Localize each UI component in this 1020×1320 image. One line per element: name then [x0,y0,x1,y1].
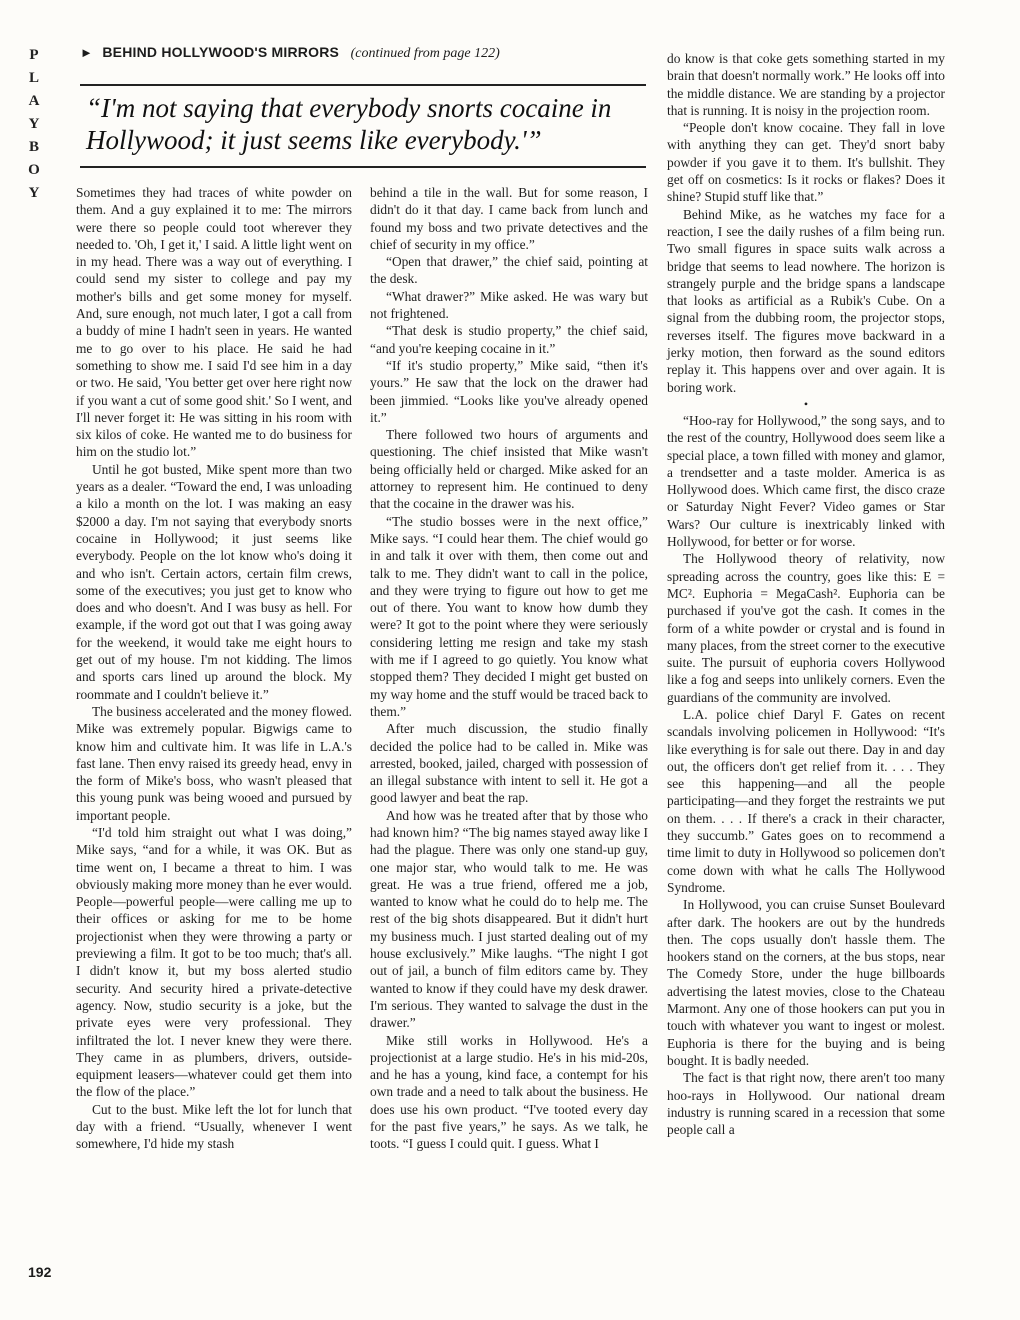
paragraph: And how was he treated after that by those who had known him? “The big names stayed away like I had the plague. There was only one stand-up guy, one major star, who would talk to me. He was great. He was a true friend, offered me a job, wanted to know what he could do to help me. The rest of the big shots disappeared. But it didn't hurt my business much. I just started dealing out of my house exclusively.” Mike laughs. “The night I got out of jail, a bunch of film editors came by. They wanted to know if they could have my desk drawer. I'm serious. They wanted to salvage the dust in the drawer.” [370,807,648,1031]
logo-letter: L [28,70,39,86]
paragraph: The fact is that right now, there aren't too many hoo-rays in Hollywood. Our national dream industry is running scared in a recession that some people call a [667,1070,945,1138]
logo-letter: P [29,47,39,63]
paragraph: Until he got busted, Mike spent more than two years as a dealer. “Toward the end, I was unloading a kilo a month on the lot. I was making an easy $2000 a day. I'm not saying that everybody snorts cocaine in Hollywood; it just seems like everybody. People on the lot know who's doing it and who isn't. Certain actors, certain film crews, some of the executives; you just get to know who does and who doesn't. And I was busy as hell. For example, if the word got out that I was going away for the weekend, it would take me eight hours to get out of my house. I'm not kidding. The limos and sports cars lined up around the block. My roommate and I couldn't believe it.” [76,461,352,702]
paragraph: After much discussion, the studio finally decided the police had to be called in. Mike was arrested, booked, jailed, charged with possession of an illegal substance with intent to sell it. He got a good lawyer and beat the rap. [370,721,648,806]
paragraph: “If it's studio property,” Mike said, “then it's yours.” He saw that the lock on the drawer had been jimmied. “Looks like you've already opened it.” [370,357,648,425]
text-column-1 [76,184,352,1153]
text-column-3 [667,50,945,1138]
pull-quote: “I'm not saying that everybody snorts cocaine in Hollywood; it just seems like everybody.'” [80,84,646,168]
paragraph: The Hollywood theory of relativity, now spreading across the country, goes like this: E = MC². Euphoria = MegaCash². Euphoria can be purchased if you've got the cash. It comes in the form of a white powder or crystal and is found in many places, from the street corner to the executive suite. The pursuit of euphoria covers Hollywood like a fog and seeps into unlikely corners. Even the guardians of the community are involved. [667,551,945,705]
paragraph: There followed two hours of arguments and questioning. The chief insisted that Mike wasn't being officially held or charged. Mike asked for an attorney to represent him. He continued to deny that the cocaine in the drawer was his. [370,427,648,512]
page-number: 192 [28,1264,52,1280]
logo-letter: Y [28,116,40,132]
paragraph: “Hoo-ray for Hollywood,” the song says, and to the rest of the country, Hollywood does seem like a special place, a town filled with money and glamor, a trendsetter and a taste molder. America is as Hollywood does. Which came first, the disco craze or Saturday Night Fever? Video games or Star Wars? Our culture is inextricably linked with Hollywood, for better or for worse. [667,412,945,550]
logo-letter: B [28,139,39,155]
paragraph: The business accelerated and the money flowed. Mike was extremely popular. Bigwigs came to know him and cultivate him. It was life in L.A.'s fast lane. Then envy raised its greedy head, envy in the form of Mike's boss, who wasn't pleased that this young punk was being wooed and pursued by important people. [76,703,352,823]
paragraph: In Hollywood, you can cruise Sunset Boulevard after dark. The hookers are out by the hundreds then. The cops usually don't hassle them. The hookers stand on the corners, at the bus stops, near The Comedy Store, under the huge billboards advertising the latest movies, close to the Chateau Marmont. Any one of those hookers can put you in touch with whatever you want to ingest or molest. Euphoria is there for the buying and is being bought. It is badly needed. [667,897,945,1068]
paragraph: do know is that coke gets something started in my brain that doesn't normally work.” He looks off into the middle distance. We are standing by a projector that is running. It is noisy in the projection room. [667,51,945,118]
paragraph: “What drawer?” Mike asked. He was wary but not frightened. [370,288,648,322]
logo-letter: A [28,93,40,109]
paragraph: “The studio bosses were in the next office,” Mike says. “I could hear them. The chief would go in and talk it over with them, then come out and talk to me. They didn't want to call in the police, and they were trying to figure out how to get me out of there. You want to know how dumb they were? It got to the point where they were seriously considering letting me resign and take my stash with me if I agreed to go quietly. You know what stopped them? They decided I might get busted on my way home and the stuff would be traced back to them.” [370,513,648,719]
paragraph: Mike still works in Hollywood. He's a projectionist at a large studio. He's in his mid-20s, and he has a young, kind face, a contempt for his own trade and a need to talk about the business. He does use his own product. “I've tooted every day for the past five years,” he says. As we talk, he toots. “I guess I could quit. I guess. What I [370,1032,648,1152]
logo-letter: O [28,162,40,178]
text-column-2 [370,184,648,1153]
playboy-vertical-logo [22,44,46,205]
paragraph: behind a tile in the wall. But for some reason, I didn't do it that day. I came back from lunch and found my boss and two private detectives and the chief of security in my office.” [370,185,648,252]
paragraph: Sometimes they had traces of white powder on them. And a guy explained it to me: The mirrors were there so people could toot wherever they needed to. 'Oh, I get it,' I said. A little light went on in my head. There was a way out of everything. I could send my sister to college and pay my mother's bills and get some money for myself. And, sure enough, not much later, I got a call from a buddy of mine I hadn't seen in years. He wanted me to go over to his place. He said he had something to show me. I said I'd see him in a day or two. He said, 'You better get over here right now if you want a cut of some good shit.' So I went, and I'll never forget it: He was sitting in his room with six kilos of coke. He wanted me to do business for him on the studio lot.” [76,185,352,460]
paragraph: “People don't know cocaine. They fall in love with anything they can get. They'd snort baby powder if you gave it to them. It's bullshit. They get off on cosmetics: Is it rocks or flakes? Does it shine? Stupid stuff like that.” [667,120,945,205]
logo-letter: Y [28,185,40,201]
paragraph: “Open that drawer,” the chief said, pointing at the desk. [370,254,648,287]
paragraph: “I'd told him straight out what I was doing,” Mike says, “and for a while, it was OK. But as time went on, I became a threat to him. I was obviously making more money than he ever would. People—powerful people—were calling me up to their offices or asking for me to be home projectionist when they were throwing a party or previewing a film. It got to be too much; that's all. I didn't know it, but my boss alerted studio security. And security hired a private-detective agency. Now, studio security is a joke, but the private eyes were very professional. They infiltrated the lot. I never knew they were there. They came in as plumbers, drivers, outside-equipment leasers—whatever could get them into the flow of the place.” [76,824,352,1100]
continued-note: (continued from page 122) [350,46,500,61]
arrow-icon: ► [80,45,93,60]
paragraph: L.A. police chief Daryl F. Gates on recent scandals involving policemen in Hollywood: “It's like everything is for sale out there. Day in and day out, the officers don't get relief from it. . . . They see this happening—and all the people participating—and they forget the restraints we put on them. . . . If there's a crack in their character, they succumb.” Gates goes on to recommend a time limit to duty in Hollywood so policemen don't come down with what he calls The Hollywood Syndrome. [667,706,945,895]
section-bullet: • [803,396,809,411]
paragraph: Behind Mike, as he watches my face for a reaction, I see the daily rushes of a film being run. Two small figures in space suits walk across a bridge that seems to lead nowhere. The horizon is strangely purple and the bridge spans a landscape that looks as artificial as a Rubik's Cube. On a signal from the dubbing room, the projector stops, reverses itself. The figures move backward in a jerky motion, then forward as the sound editors replay it. This happens over and over again. It is boring work. [667,206,945,395]
article-header [80,44,640,62]
paragraph: “That desk is studio property,” the chief said, “and you're keeping cocaine in it.” [370,323,648,356]
article-title: BEHIND HOLLYWOOD'S MIRRORS [102,44,340,60]
paragraph: Cut to the bust. Mike left the lot for lunch that day with a friend. “Usually, whenever I went somewhere, I'd hide my stash [76,1101,352,1152]
